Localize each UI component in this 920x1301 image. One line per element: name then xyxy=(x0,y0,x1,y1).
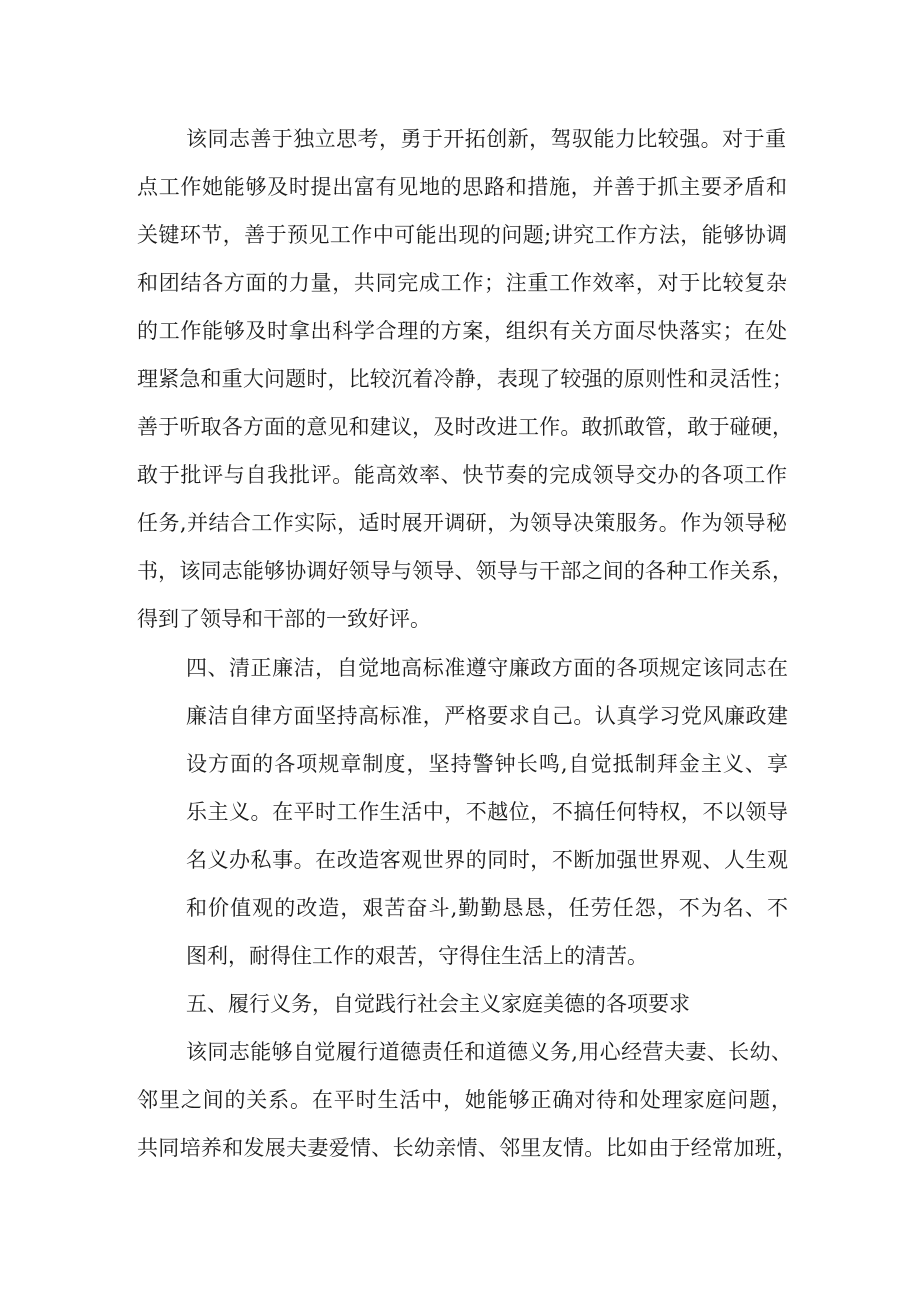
text-line: 得到了领导和干部的一致好评。 xyxy=(137,607,431,631)
text-line: 善于听取各方面的意见和建议，及时改进工作。敢抓敢管，敢于碰硬， xyxy=(137,415,793,439)
text-line: 乐主义。在平时工作生活中，不越位，不搞任何特权，不以领导 xyxy=(186,800,788,824)
text-line: 的工作能够及时拿出科学合理的方案，组织有关方面尽快落实；在处 xyxy=(137,319,787,343)
text-line: 图利，耐得住工作的艰苦，守得住生活上的清苦。 xyxy=(186,944,648,968)
text-line: 理紧急和重大问题时，比较沉着冷静，表现了较强的原则性和灵活性； xyxy=(137,367,793,391)
text-line: 邻里之间的关系。在平时生活中，她能够正确对待和处理家庭问题， xyxy=(137,1088,792,1112)
text-line: 书，该同志能够协调好领导与领导、领导与干部之间的各种工作关系， xyxy=(137,559,793,583)
text-line: 点工作她能够及时提出富有见地的思路和措施，并善于抓主要矛盾和 xyxy=(137,175,787,199)
text-line: 共同培养和发展夫妻爱情、长幼亲情、邻里友情。比如由于经常加班， xyxy=(137,1136,797,1160)
section-heading: 五、履行义务，自觉践行社会主义家庭美德的各项要求 xyxy=(186,992,690,1016)
text-line: 设方面的各项规章制度，坚持警钟长鸣,自觉抵制拜金主义、享 xyxy=(186,752,788,776)
text-line: 任务,并结合工作实际，适时展开调研，为领导决策服务。作为领导秘 xyxy=(137,511,787,535)
section-heading: 四、清正廉洁，自觉地高标准遵守廉政方面的各项规定该同志在 xyxy=(186,656,788,680)
text-line: 该同志能够自觉履行道德责任和道德义务,用心经营夫妻、长幼、 xyxy=(186,1040,792,1064)
text-line: 关键环节，善于预见工作中可能出现的问题;讲究工作方法，能够协调 xyxy=(137,223,787,247)
text-line: 该同志善于独立思考，勇于开拓创新，驾驭能力比较强。对于重 xyxy=(186,127,786,151)
text-line: 和价值观的改造，艰苦奋斗,勤勤恳恳，任劳任怨，不为名、不 xyxy=(186,896,788,920)
text-line: 敢于批评与自我批评。能高效率、快节奏的完成领导交办的各项工作 xyxy=(137,463,787,487)
text-line: 廉洁自律方面坚持高标准，严格要求自己。认真学习党风廉政建 xyxy=(186,704,788,728)
text-line: 名义办私事。在改造客观世界的同时，不断加强世界观、人生观 xyxy=(186,848,788,872)
text-line: 和团结各方面的力量，共同完成工作；注重工作效率，对于比较复杂 xyxy=(137,271,787,295)
